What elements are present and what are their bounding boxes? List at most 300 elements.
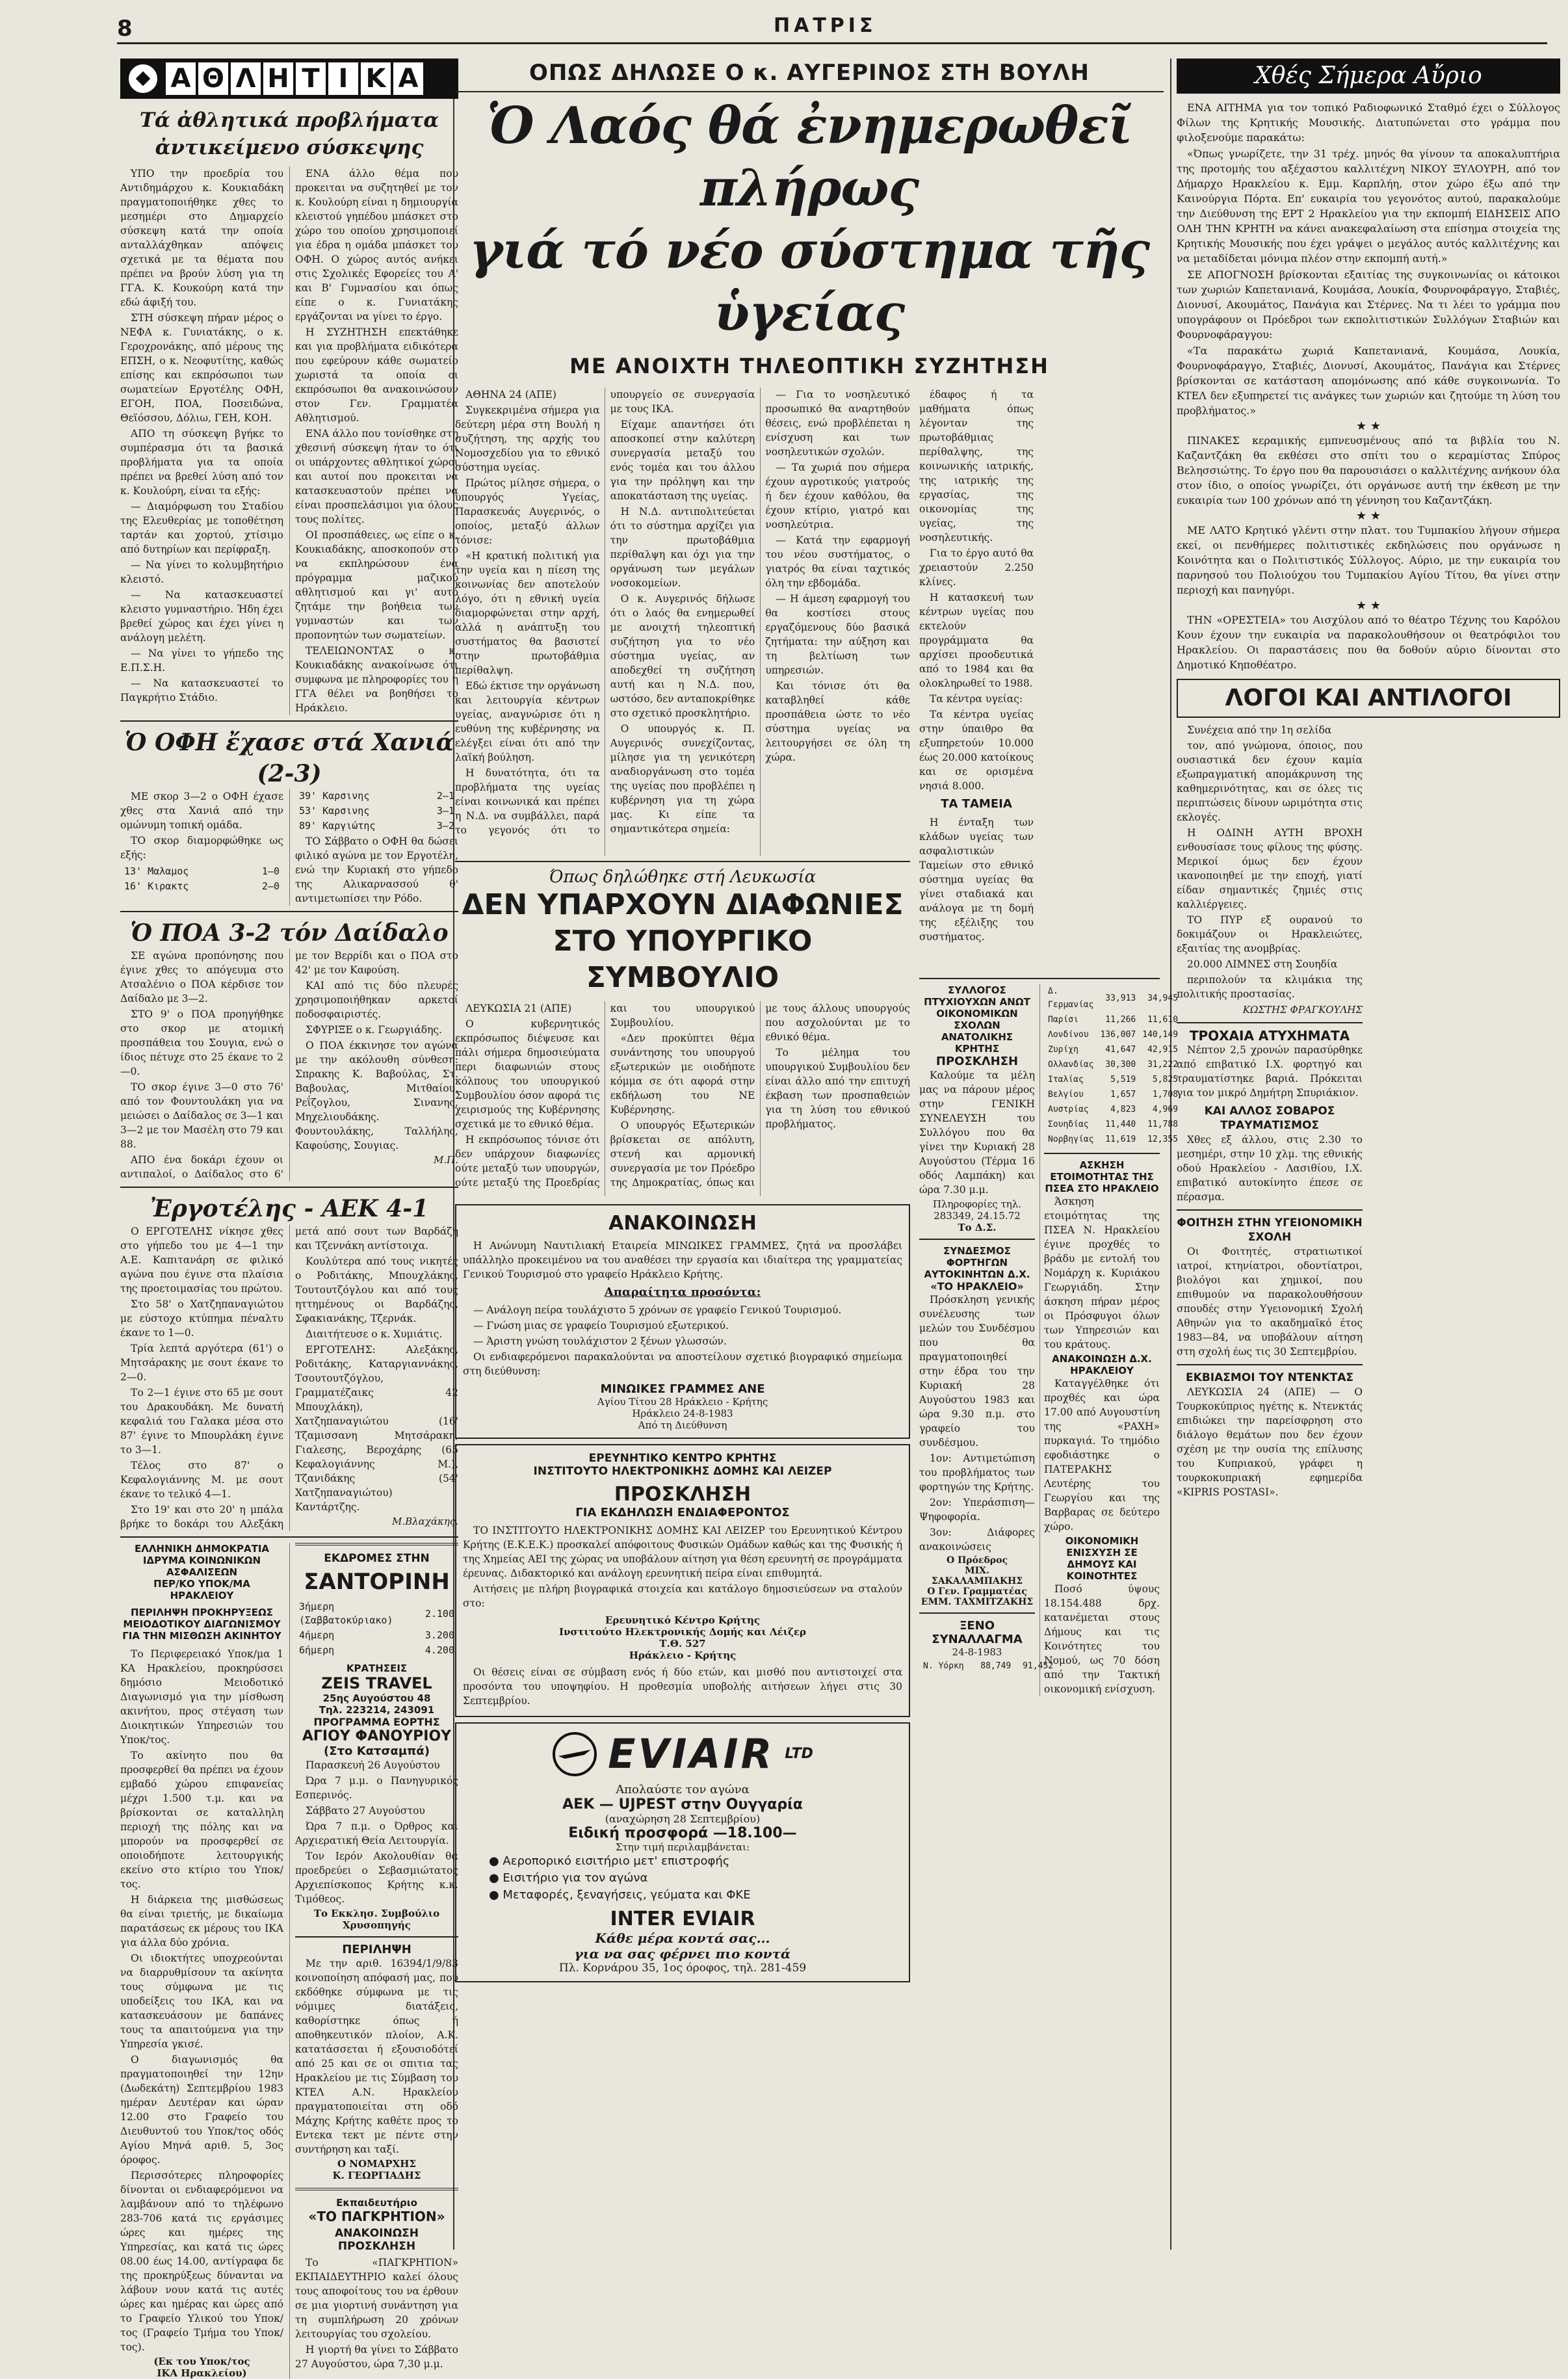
- goal-minute: 89' Καργιώτης: [299, 820, 376, 832]
- forex-sell: 11,610: [1147, 1015, 1179, 1025]
- lead-kicker: ΟΠΩΣ ΔΗΛΩΣΕ Ο κ. ΑΥΓΕΡΙΝΟΣ ΣΤΗ ΒΟΥΛΗ: [529, 60, 1090, 86]
- list-item: Η Ν.Δ. αντιπολιτεύεται ότι το σύστημα αρχίζει για την πρωτοβάθμια περίθαλψη και όχι για την οργάνωση των μεγάλων νοσοκομείων.: [610, 506, 755, 589]
- perilipsi-text: [295, 1956, 458, 2157]
- list-item: «Δεν προκύπτει θέμα συνάντησης του υπουργού εξωτερικών με οιοδήποτε κόμμα σε ότι αφορά στην εκδήλωση του ΝΕ Κυβέρνησης.: [610, 1032, 755, 1116]
- syllogos-title: ΣΥΛΛΟΓΟΣ ΠΤΥΧΙΟΥΧΩΝ ΑΝΩΤ ΟΙΚΟΝΟΜΙΚΩΝ ΣΧΟΛΩΝ ΑΝΑΤΟΛΙΚΗΣ ΚΡΗΤΗΣ: [924, 984, 1030, 1055]
- forex-title: ΞΕΝΟ ΣΥΝΑΛΛΑΓΜΑ: [932, 1619, 1023, 1646]
- list-item: Ο ΕΡΓΟΤΕΛΗΣ νίκησε χθες στο γήπεδο του με 4—1 την Α.Ε. Καπιτανάρη σε φιλικό αγώνα που έγινε στα πλαίσια της προετοιμασίας του πρώτου.: [120, 1226, 283, 1295]
- sports-headline-3: Ὁ ΠΟΑ 3-2 τόν Δαίδαλο: [130, 919, 449, 947]
- col1-notices: [120, 1543, 458, 2379]
- list-item: Τέλος στο 87' ο Κεφαλογιάννης Μ. με σουτ έκανε το τελικό 4—1.: [120, 1460, 283, 1500]
- section-letter: Θ: [198, 62, 228, 95]
- list-item: Η διάρκεια της μισθώσεως θα είναι τριετής, με δικαίωμα παρατάσεως εκ μέρους του ΙΚΑ για άλλα δύο χρόνια.: [120, 1894, 283, 1949]
- list-item: Οι ιδιοκτήτες υποχρεούνται να διαρρυθμίσουν τα ακίνητα τους σύμφωνα με τις υποδείξεις του ΙΚΑ, και να κατασκευάσουν με δαπάνες τους τα απαιτούμενα για την Υπηρεσία γκισέ.: [120, 1952, 283, 2050]
- list-item: ΕΝΑ άλλο που τονίσθηκε στη χθεσινή σύσκεψη ήταν το ότι οι υπάρχοντες αθλητικοί χώροι και αυτοί που προκειται να κατασκευαστούν πρέπει να είναι προσπελάσιμοι για όλους τους πολίτες.: [295, 428, 458, 525]
- forex-sell: 31,222: [1147, 1060, 1179, 1070]
- table-row: [1045, 1013, 1181, 1027]
- list-item: έδαφος ή τα μαθήματα όπως λέγονταν της πρωτοβάθμιας περίθαλψης, της κοινωνικής ιατρικής, της ιατρικής της εργασίας, της οικονομίας της υγείας, της νοσηλευτικής.: [919, 389, 1034, 544]
- list-item: Το 2—1 έγινε στο 65 με σουτ του Δρακουδάκη. Με δυνατή κεφαλιά του Γαλακα μέσα στο 87' έγινε το Μπουρλάκη έγινε το 3—1.: [120, 1387, 283, 1456]
- list-item: ΕΝΑ ΑΙΤΗΜΑ για τον τοπικό Ραδιοφωνικό Σταθμό έχει ο Σύλλογος Φίλων της Κρητικής Μουσικής. Διατυπώνεται στο γράμμα που φιλοξενούμε παρακάτω:: [1177, 101, 1560, 144]
- sports-section-title: [166, 62, 423, 95]
- askisi-paragraph: Άσκηση ετοιμότητας της ΠΣΕΑ Ν. Ηρακλείου έγινε προχθές το βράδυ με εντολή του Νομάρχη κ. Κυριάκου Γεωργιάδη. Στην άσκηση πήραν μέρος οι Πρόσφυγοι όλων των Υπηρεσιών και του κράτους.: [1044, 1196, 1160, 1350]
- evi-air-tagline-2: για να σας φέρνει πιο κοντά: [574, 1946, 791, 1962]
- list-item: ΣΕ αγώνα προπόνησης που έγινε χθες το απόγευμα στο Ατσαλένιο ο ΠΟΑ κέρδισε τον Δαίδαλο με 3—2.: [120, 950, 283, 1005]
- evi-air-intro: Απολαύστε τον αγώνα: [616, 1783, 750, 1796]
- list-item: 1ον: Αντιμετώπιση του προβλήματος των φορτηγών της Κρήτης.: [919, 1452, 1035, 1493]
- forex-sell: 91,452: [1023, 1661, 1054, 1671]
- list-item: Συγκεκριμένα σήμερα για δεύτερη μέρα στη Βουλή η συζήτηση, της αρχής του Νομοσχεδίου για το εθνικό σύστημα υγείας.: [455, 404, 600, 473]
- school-text: [295, 2255, 458, 2371]
- list-item: Ώρα 7 π.μ. ο Όρθρος και Αρχιερατική Θεία Λειτουργία.: [295, 1820, 458, 1847]
- table-row: [122, 880, 282, 893]
- list-item: Ο κ. Αυγερινός δήλωσε ότι ο λαός θα ενημερωθεί με ανοιχτή τηλεοπτική συζήτηση για το νέο σύστημα υγείας, αν αποδεχθεί τη συζήτηση αυτή και η Ν.Δ. που, ωστόσο, δεν ανταποκρίθηκε στο σχετικό προσκλητήριο.: [610, 593, 755, 719]
- list-item: ΣΕ ΑΠΟΓΝΟΣΗ βρίσκονται εξαιτίας της συγκοινωνίας οι κάτοικοι των χωριών Καπετανιανά, Κουμάσα, Λουκία, Φουρνοφάραγγο, Σταβιές, Διονυσί, Ακουμάτος, Πανάγια και Στέρνες. Να τι λέει το γράμμα που υπογράφουν οι Πρόεδροι των εκπολιτιστικών Συλλόγων Σταβιών και Φουρνοφάραγγου:: [1177, 269, 1560, 341]
- list-item: Το Περιφερειακό Υποκ/μα 1 ΚΑ Ηρακλείου, προκηρύσσει δημόσιο Μειοδοτικό Διαγωνισμό για την μίσθωση ακινήτου, προς στέγαση των Διοικητικών Υπηρεσιών του Υποκ/τος.: [120, 1648, 283, 1746]
- evi-air-logo-row: [463, 1730, 902, 1778]
- list-item: Το μέλημα του υπουργικού Συμβουλίου δεν είναι άλλο από την επιτυχή έκβαση των προσπαθειών για τη λύση του εθνικού προβλήματος.: [765, 1047, 910, 1130]
- forex-sell: 11,788: [1147, 1120, 1179, 1129]
- list-item: Και τόνισε ότι θα καταβληθεί κάθε προσπάθεια ώστε το νέο σύστημα υγείας να λειτουργήσει σε όλη τη χώρα.: [765, 680, 910, 763]
- forex-currency: Δ. Γερμανίας: [1048, 986, 1094, 1010]
- list-item: ΜΙΧ. ΣΑΚΑΛΑΜΠΑΚΗΣ: [931, 1566, 1023, 1586]
- research-title-2: ΙΝΣΤΙΤΟΥΤΟ ΗΛΕΚΤΡΟΝΙΚΗΣ ΔΟΜΗΣ ΚΑΙ ΛΕΙΖΕΡ: [533, 1465, 832, 1478]
- story-2-intro: ΜΕ σκορ 3—2 ο ΟΦΗ έχασε χθες στα Χανιά από την ομώνυμη τοπική ομάδα.: [120, 791, 283, 831]
- minoan-lines-notice: [455, 1204, 910, 1439]
- lato-paragraph: ΜΕ ΛΑΤΟ Κρητικό γλέντι στην πλατ. του Τυμπακίου λήγουν σήμερα εκεί, οι πενθήμερες πολιτιστικές εκδηλώσεις που οργάνωσε η Κοινότητα και ο Πολιτιστικός Σύλλογος. Αύριο, με την ευκαιρία του παρνησού του Πολιούχου του Τυμπακίου Αγίου Τίτου, θα γίνει στην περιοχή και πανηγύρι.: [1177, 524, 1560, 596]
- trip-label: 6ήμερη: [299, 1644, 335, 1656]
- forex-currency: Ολλανδίας: [1048, 1060, 1094, 1070]
- column-rule-2: [1170, 59, 1171, 2250]
- list-item: ΚΑΙ από τις δύο πλευρές χρησιμοποιήθηκαν αρκετοί ποδοσφαιριστές.: [295, 980, 458, 1020]
- forex-sell: 42,915: [1147, 1045, 1179, 1055]
- list-item: — Να γίνει το γήπεδο της Ε.Π.Σ.Η.: [120, 648, 283, 674]
- trip-price: 4.200: [425, 1644, 454, 1656]
- minoan-company: ΜΙΝΩΙΚΕΣ ΓΡΑΜΜΕΣ ΑΝΕ: [600, 1382, 765, 1396]
- list-item: Η ΟΔΙΝΗ ΑΥΤΗ ΒΡΟΧΗ ενθουσίασε τους φίλους της φύσης. Μερικοί όμως δεν έχουν ικανοποιηθεί με την εποχή, γιατί είδαν σημαντικές ζημιές στις καλλιέργειες.: [1177, 827, 1363, 910]
- list-item: ΠΕΡ/ΚΟ ΥΠΟΚ/ΜΑ ΗΡΑΚΛΕΙΟΥ: [153, 1578, 250, 1601]
- list-item: (Εκ του Υποκ/τος: [153, 2356, 250, 2367]
- evi-air-offer: Ειδική προσφορά —18.100—: [568, 1825, 797, 1841]
- forex-buy: 136,007: [1100, 1030, 1136, 1040]
- trip-booking: ΚΡΑΤΗΣΕΙΣ: [346, 1663, 408, 1674]
- story-2-scorers-intro: ΤΟ σκορ διαμορφώθηκε ως εξής:: [120, 835, 283, 861]
- minoan-signature: Από τη Διεύθυνση: [638, 1419, 727, 1431]
- table-row: [921, 1659, 1056, 1673]
- perilipsi-signature: [295, 2158, 458, 2181]
- list-item: ΣΦΥΡΙΞΕ ο κ. Γεωργιάδης.: [306, 1024, 442, 1036]
- list-item: ΕΡΓΟΤΕΛΗΣ: Αλεξάκης, Ροδιτάκης, Καταργιαννάκης, Τσουτουτζόγλου, Γραμματέζαικς 42 Μπουχλάκη), Χατζηπαναγιώτου (16' Τζαμισσανη Μητσάρακη, Γιαλεσης, Βεροχάρης (65 Κεφαλογιάννης Μ.), Τζανιδάκης (54' Χατζηπαναγιώτου) Καντάρτζης.: [295, 1344, 458, 1513]
- table-row: [296, 804, 457, 818]
- research-address: [463, 1614, 902, 1661]
- list-item: — Διαμόρφωση του Σταδίου της Ελευθερίας με τοποθέτηση ταρτάν και χορτού, χτίσιμο από δυτηρίων και περίφραξη.: [120, 501, 283, 555]
- ika-header: [120, 1543, 283, 1601]
- list-item: 2ον: Υπεράσπιση—Ψηφοφορία.: [919, 1497, 1035, 1523]
- table-row: [1045, 1058, 1181, 1071]
- goal-score: 2—1: [436, 790, 454, 802]
- goal-score: 2—0: [261, 880, 280, 892]
- research-prosklisi: ΠΡΟΣΚΛΗΣΗ: [614, 1483, 751, 1506]
- festival-text: [295, 1758, 458, 1906]
- list-item: Η εκπρόσωπος τόνισε ότι δεν υπάρχουν διαφωνίες ούτε μεταξύ των υπουργών, ούτε μεταξύ της Προεδρίας και του υπουργικού Συμβουλίου.: [455, 1003, 755, 1189]
- kai-allos-text: Χθες εξ άλλου, στις 2.30 το μεσημέρι, στην 10 χλμ. της εθνικής οδού Ηρακλείου - Λασιθίου, Ι.Χ. επιβατικό αυτοκίνητο έπεσε σε πέρασμα.: [1177, 1134, 1363, 1203]
- trochaia-title: ΤΡΟΧΑΙΑ ΑΤΥΧΗΜΑΤΑ: [1189, 1028, 1350, 1044]
- forex-sell: 140,149: [1142, 1030, 1179, 1040]
- minoan-notice-text: [463, 1239, 902, 1282]
- ytt-pinakes: [1177, 433, 1560, 508]
- oikon-text: [1044, 1582, 1160, 1696]
- research-paragraph-1: ΤΟ ΙΝΣΤΙΤΟΥΤΟ ΗΛΕΚΤΡΟΝΙΚΗΣ ΔΟΜΗΣ ΚΑΙ ΛΕΙΖΕΡ του Ερευνητικού Κέντρου Κρήτης (Ε.Κ.Ε.Κ.) προσκαλεί απόφοιτους Φυσικών Ομάδων καθώς και της Φυσικής ή της Χημείας ΑΕΙ της χώρας να υποβάλουν αίτηση για θέση ερευνητή σε προγράμματα έρευνας. Διδακτορικό και ανάλογη ερευνητική πείρα είναι επιθυμητά.: [463, 1525, 902, 1579]
- minoan-notice-paragraph: Η Ανώνυμη Ναυτιλιακή Εταιρεία ΜΙΝΩΙΚΕΣ ΓΡΑΜΜΕΣ, ζητά να προσλάβει υπάλληλο προκειμένου να του αναθέσει την εργασία και ιδιαίτερα της γραμματείας Γενικού Τουρισμού στο γραφείο Ηράκλειο Κρήτης.: [463, 1240, 902, 1280]
- table-row: [296, 789, 457, 803]
- forex-buy: 5,519: [1110, 1075, 1136, 1084]
- goal-score: 1—0: [261, 865, 280, 877]
- story-4-paragraphs: [120, 1224, 458, 1531]
- syndesmos-name: «ΤΟ ΗΡΑΚΛΕΙΟ»: [930, 1280, 1024, 1293]
- forex-sell: 34,945: [1147, 993, 1179, 1003]
- cyprus-story: [455, 1001, 910, 1196]
- list-item: ΤΟ σκορ έγινε 3—0 στο 76' από τον Φουντουλάκη για να μειώσει ο Δαίδαλος σε 3—1 και 3—2 με τον Μασέλη στο 79 και 88.: [120, 1081, 283, 1150]
- story-4-signature: Μ.Βλαχάκης.: [392, 1516, 458, 1527]
- list-item: ΙΔΡΥΜΑ ΚΟΙΝΩΝΙΚΩΝ ΑΣΦΑΛΙΣΕΩΝ: [142, 1555, 261, 1578]
- list-item: Η κατασκευή των κέντρων υγείας που εκτελούν προγράμματα θα αρχίσει προοδευτικά από το 1984 και θα ολοκληρωθεί το 1988.: [919, 592, 1034, 689]
- syndesmos-topics: [919, 1451, 1035, 1554]
- list-item: Τρία λεπτά αργότερα (61') ο Μητσάρακης με σουτ έκανε το 2—0.: [120, 1343, 283, 1383]
- lead-story: [455, 388, 910, 856]
- list-item: Η δυνατότητα, ότι τα προβλήματα της υγείας είναι κοινωνικά και πρέπει η Ν.Δ. να συμβάλλει, παρά το γεγονός ότι το υπουργείο σε συνεργασία με τους ΙΚΑ.: [455, 389, 755, 836]
- research-text: [463, 1523, 902, 1610]
- sports-story-4: [120, 1224, 458, 1531]
- ytt-lato: [1177, 523, 1560, 598]
- section-letter: Τ: [296, 62, 326, 95]
- forex-buy: 1,657: [1110, 1090, 1136, 1099]
- syndesmos-paragraph: Πρόσκληση γενικής συνέλευσης των μελών του Συνδέσμου που θα πραγματοποιηθεί στην έδρα του την Κυριακή 28 Αυγούστου 1983 και ώρα 9.30 π.μ. στο γραφείο του συνδέσμου.: [919, 1294, 1035, 1449]
- section-letter: Λ: [231, 62, 261, 95]
- trip-agency: ZEIS TRAVEL: [321, 1674, 432, 1692]
- list-item: «Τα παρακάτω χωριά Καπετανιανά, Κουμάσα, Λουκία, Φουρνοφάραγγο, Σταβιές, Διονυσί, Ακουμάτος, Πανάγια και Στέρνες βρίσκονται σε κατάσταση απομόνωσης από κάθε συγκοινωνία. Το ΚΤΕΛ δεν εξυπηρετεί τις ανάγκες των χωριών και ζητούμε τη λύση του προβλήματος.»: [1177, 345, 1560, 417]
- goal-minute: 13' Μαλαμος: [124, 865, 189, 877]
- festival-saint: ΑΓΙΟΥ ΦΑΝΟΥΡΙΟΥ: [302, 1728, 452, 1744]
- list-item: — Ανάλογη πείρα τουλάχιστο 5 χρόνων σε γραφείο Γενικού Τουρισμού.: [473, 1304, 842, 1316]
- list-item: ● Αεροπορικό εισιτήριο μετ' επιστροφής: [489, 1854, 730, 1868]
- minoan-footer: [463, 1350, 902, 1378]
- forex-sell: 12,355: [1147, 1135, 1179, 1144]
- ytt-oresteia: [1177, 612, 1560, 672]
- evi-air-tagline: Κάθε μέρα κοντά σας...: [595, 1930, 770, 1946]
- foititikh-text: Οι Φοιτητές, στρατιωτικοί ιατροί, κτηνίατροι, οδοντίατροι, βιολόγοι και χημικοί, που επιθυμούν να παρακολουθήσουν σπουδές στην Υγειονομική Σχολή Αθηνών για το ακαδημαϊκό έτος 1983—84, να υποβάλουν αίτηση στη σχολή έως τις 30 Σεπτεμβρίου.: [1177, 1246, 1363, 1358]
- list-item: Ώρα 7 μ.μ. ο Πανηγυρικός Εσπερινός.: [295, 1775, 458, 1801]
- ytt-items: [1177, 100, 1560, 418]
- list-item: Στο 58' ο Χατζηπαναγιώτου με εύστοχο κτύπημα πέναλτυ έκανε το 1—0.: [120, 1298, 283, 1339]
- oikon-title: ΟΙΚΟΝΟΜΙΚΗ ΕΝΙΣΧΥΣΗ ΣΕ ΔΗΜΟΥΣ ΚΑΙ ΚΟΙΝΟΤΗΤΕΣ: [1065, 1535, 1139, 1582]
- list-item: Εδώ έκτισε την οργάνωση και λειτουργία κέντρων υγείας, αναγνώρισε ότι η ευθύνη της κυβέρνησης να ελέγξει είναι ότι από την λαϊκή βούληση.: [455, 680, 600, 763]
- foititikh-title: ΦΟΙΤΗΣΗ ΣΤΗΝ ΥΓΕΙΟΝΟΜΙΚΗ ΣΧΟΛΗ: [1177, 1216, 1363, 1244]
- askisi-title: ΑΣΚΗΣΗ ΕΤΟΙΜΟΤΗΤΑΣ ΤΗΣ ΠΣΕΑ ΣΤΟ ΗΡΑΚΛΕΙΟ: [1045, 1159, 1159, 1194]
- list-item: Περισσότερες πληροφορίες δίνονται οι ενδιαφερόμενοι να λαμβάνουν από το τηλέφωνο 283-706 κατά τις εργάσιμες ώρες και ημέρες της Υπηρεσίας, και κατά τις ώρες 08.00 έως 14.00, αντίγραφα δε της προκηρύξεως δύνανται να λάβουν νουν κατά τις αυτές ώρες και ημέρας και ώρες από το Γραφείο Υλικού του Υποκ/τος (Γραφείο Τμήμα του Υποκ/τος).: [120, 2170, 283, 2353]
- plane-globe-icon: [552, 1731, 597, 1777]
- list-item: — Άριστη γνώση τουλάχιστον 2 ξένων γλωσσών.: [473, 1335, 727, 1347]
- list-item: «Όπως γνωρίζετε, την 31 τρέχ. μηνός θα γίνουν τα αποκαλυπτήρια της προτομής του αξέχαστου καλλιτέχνη ΝΙΚΟΥ ΞΥΛΟΥΡΗ, από τον Δήμαρχο Ηρακλείου κ. Εμμ. Καρπλήη, στον χώρο έξω από την Καινούργια Πόρτα. Επ' ευκαιρία του γεγονότος αυτού, παρακαλούμε την Διεύθυνση της ΕΡΤ 2 Ηρακλείου για την εκπομπή ΕΙΔΗΣΕΙΣ ΑΠΟ ΟΛΗ ΤΗΝ ΚΡΗΤΗ να κάνει ανακεφαλαίωση στα επίσημα στοιχεία της Κρητικής Μουσικής που έχει γράψει ο μεγάλος αυτός καλλιτέχνης και να μεταδίδεται μόνιμα πλέον στην εκπομπή αυτή.»: [1177, 148, 1560, 265]
- sports-story-2: [120, 789, 458, 906]
- list-item: Ινστιτούτο Ηλεκτρονικής Δομής και Λέιζερ: [558, 1626, 807, 1638]
- list-item: Στο 19' και στο 20' η μπάλα βρήκε το δοκάρι του Αλεξάκη μετά από σουτ των Βαρδάζη και Τζεννάκη αντίστοιχα.: [120, 1226, 458, 1530]
- lead-headline-line-1: Ὁ Λαός θά ἐνημερωθεῖ πλήρως: [486, 96, 1132, 218]
- logoi-body: [1177, 723, 1560, 1659]
- cyprus-headline-line-1: ΔΕΝ ΥΠΑΡΧΟΥΝ ΔΙΑΦΩΝΙΕΣ: [462, 888, 904, 921]
- list-item: ● Μεταφορές, ξεναγήσεις, γεύματα και ΦΚΕ: [489, 1888, 751, 1902]
- list-item: ΣΤΗ σύσκεψη πήραν μέρος ο ΝΕΦΑ κ. Γυνιατάκης, ο κ. Γεροχρονάκης, από μέρους της ΕΠΣΗ, ο κ. Νεοφυτίτης, καθώς επίσης και εκπρόσωποι των σωματείων Εργοτέλης ΟΦΗ, ΕΓΟΗ, ΠΟΑ, Ποσειδώνα, Θεϊόσσου, Δόλιω, ΓΕΗ, ΚΟΗ.: [120, 312, 283, 424]
- section-letter: Α: [166, 62, 196, 95]
- section-letter: Η: [263, 62, 293, 95]
- list-item: «Η κρατική πολιτική για την υγεία και η πίεση της κοινωνίας δεν αποτελούν λόγο, ότι η εθνική υγεία διαμορφώνεται στην αρχή, αλλά η ανάπτυξη του συστήματος θα βασιστεί στην πρωτοβάθμια περίθαλψη.: [455, 550, 600, 676]
- section-letter: Κ: [361, 62, 391, 95]
- research-paragraph-2: Αιτήσεις με πλήρη βιογραφικά στοιχεία και κατάλογο δημοσιεύσεων να σταλούν στο:: [463, 1583, 902, 1609]
- table-row: [1045, 1118, 1181, 1131]
- list-item: Ηράκλειο - Κρήτης: [629, 1650, 737, 1661]
- table-row: [296, 1600, 457, 1627]
- sports-section-banner: [120, 59, 458, 99]
- table-row: [122, 865, 282, 878]
- goal-minute: 53' Καρσινης: [299, 805, 370, 817]
- list-item: Διαιτήτευσε ο κ. Χυμιάτις.: [306, 1328, 443, 1340]
- sports-headline-2: Ὁ ΟΦΗ ἔχασε στά Χανιά (2-3): [124, 729, 454, 787]
- star-divider-2: ★ ★: [1356, 509, 1381, 523]
- list-item: ΥΠΟ την προεδρία του Αντιδημάρχου κ. Κουκιαδάκη πραγματοποιήθηκε χθες το μεσημέρι στο Δημαρχείο σύσκεψη κατά την οποία ανταλλάχθηκαν απόψεις σχετικά με τα θέματα που πρέπει να βρούν λύση για τη ΓΓΑ. Κ. Κουκούρη κατά την εδώ άφιξή του.: [120, 168, 283, 308]
- football-icon: [127, 62, 159, 95]
- cyprus-kicker: Όπως δηλώθηκε στή Λευκωσία: [549, 867, 817, 887]
- list-item: Ο υπουργός κ. Π. Αυγερινός συνεχίζοντας, μίλησε για τη γενικότερη αναδιοργάνωση στο τομέα της υγείας που προβλέπει η κυβέρνηση για τη χώρα μας. Κι είπε τα σημαντικότερα σημεία:: [610, 723, 755, 835]
- sports-headline-4: Ἐργοτέλης - ΑΕΚ 4-1: [150, 1195, 429, 1222]
- forex-buy: 33,913: [1105, 993, 1136, 1003]
- list-item: Ο κυβερνητικός εκπρόσωπος διέψευσε και πάλι σήμερα δημοσιεύματα περι διαφωνιών στους κόλπους του υπουργικού Συμβουλίου όσον αφορά τις χειρισμούς της Κυβέρνησης σχετικά με το εθνικό θέμα.: [455, 1018, 600, 1130]
- list-item: Ερευνητικό Κέντρο Κρήτης: [605, 1614, 760, 1626]
- list-item: — Γνώση μιας σε γραφείο Τουρισμού εξωτερικού.: [473, 1320, 729, 1332]
- research-sub: ΓΙΑ ΕΚΔΗΛΩΣΗ ΕΝΔΙΑΦΕΡΟΝΤΟΣ: [575, 1506, 790, 1519]
- star-divider-3: ★ ★: [1356, 599, 1381, 612]
- list-item: ● Εισιτήριο για τον αγώνα: [489, 1871, 648, 1885]
- dehpa-title: ΑΝΑΚΟΙΝΩΣΗ Δ.Χ. ΗΡΑΚΛΕΙΟΥ: [1052, 1353, 1152, 1376]
- research-deadline-paragraph: Οι θέσεις είναι σε σύμβαση ενός ή δύο ετών, και μισθό που αντιστοιχεί στα προσόντα του υποψηφίου. Η προθεσμία υποβολής αιτήσεων λήγει στις 30 Σεπτεμβρίου.: [463, 1666, 902, 1707]
- syllogos-signature: Το Δ.Σ.: [958, 1222, 997, 1233]
- pinakes-paragraph: ΠΙΝΑΚΕΣ κεραμικής εμπνευσμένους από τα βιβλία του Ν. Καζαντζάκη θα εκθέσει στο σπίτι του ο κεραμίστας Σπύρος Βελησσιώτης. Το έργο που θα παρουσιάσει ο καλλιτέχνης ανήκουν όλα στον ίδιο, ο οποίος γνωρίζει, ότι οργάνωσε αυτή την έκθεση με την ευκαιρία των 100 χρόνων από τη γέννηση του Καζαντζάκη.: [1177, 434, 1560, 506]
- sports-headline-1: Τά ἀθλητικά προβλήματα ἀντικείμενο σύσκεψης: [139, 109, 439, 159]
- syllogos-phone: Πληροφορίες τηλ. 283349, 24.15.72: [932, 1198, 1022, 1222]
- table-row: [296, 1629, 457, 1642]
- dehpa-paragraph: Καταγγέλθηκε ότι προχθές και ώρα 17.00 από Αυγουστίνη της «ΡΑΧΗ» πυρκαγιά. Το τημόδιο εφοδιάστηκε ο ΠΑΤΕΡΑΚΗΣ Λευτέρης του Γεωργίου και της Βαρβαρας σε δεύτερο χώρο.: [1044, 1378, 1160, 1532]
- list-item: Χρυσοπηγής: [343, 1919, 411, 1931]
- list-item: Πρώτος μίλησε σήμερα, ο υπουργός Υγείας, Παρασκευάς Αυγερινός, ο οποίος, μεταξύ άλλων τόνισε:: [455, 477, 600, 546]
- evi-air-match: ΑΕΚ — UJPEST στην Ουγγαρία: [562, 1796, 803, 1813]
- list-item: Ο διαγωνισμός θα πραγματοποιηθεί την 12ην (Δωδεκάτη) Σεπτεμβρίου 1983 ημέραν Δευτέραν και ώραν 12.00 στο Γραφείο του Διευθυντού του Υποκ/τος οδός Αγίου Μηνά αριθ. 5, 3ος όροφος.: [120, 2054, 283, 2166]
- trip-address: 25ης Αυγούστου 48: [322, 1692, 431, 1704]
- forex-buy: 88,749: [980, 1661, 1012, 1671]
- trip-title: ΕΚΔΡΟΜΕΣ ΣΤΗΝ: [324, 1552, 430, 1565]
- forex-currency: Ζυρίχη: [1048, 1045, 1078, 1055]
- list-item: — Να κατασκευαστεί κλειστο γυμναστήριο. Ήδη έχει βρεθεί χώρος και έχει γίνει η ανάλογη μελέτη.: [120, 589, 283, 644]
- trip-phone: Τηλ. 223214, 243091: [319, 1704, 435, 1716]
- table-row: [1045, 1103, 1181, 1116]
- list-item: Ο Πρόεδρος: [947, 1555, 1008, 1566]
- folio-bar: [117, 12, 1547, 44]
- ytt-banner: Χθές Σήμερα Αὔριο: [1177, 59, 1560, 94]
- research-title-1: ΕΡΕΥΝΗΤΙΚΟ ΚΕΝΤΡΟ ΚΡΗΤΗΣ: [588, 1452, 777, 1465]
- trip-label: 4ήμερη: [299, 1629, 335, 1641]
- list-item: — Η άμεση εφαρμογή του θα κοστίσει στους εργαζόμενους δύο βασικά ζητήματα: την αύξηση και τη βελτίωση των υπηρεσιών.: [765, 593, 910, 676]
- forex-currency: Ιταλίας: [1048, 1075, 1084, 1084]
- list-item: Το ακίνητο που θα προσφερθεί θα πρέπει να έχουν εμβαδό χώρου επιφανείας μέχρι 1.500 τ.μ. και να βρίσκονται σε καταλληλη περιοχή της πόλης και να μπορούν να προσφερθεί σε οποιοδήποτε λειτουργικής εκείνο στο κτίριο του Υποκ/τος.: [120, 1750, 283, 1890]
- story-3-paragraphs: [120, 949, 458, 1181]
- logoi-signature: ΚΩΣΤΗΣ ΦΡΑΓΚΟΥΛΗΣ: [1242, 1004, 1363, 1016]
- list-item: ΑΠΟ ένα δοκάρι έχουν οι αντιπαλοί, ο Δαίδαλος στο 6' με τον Βερρίδι και ο ΠΟΑ στο 42' με τον Καφούση.: [120, 950, 458, 1180]
- list-item: Κ. ΓΕΩΡΓΙΑΔΗΣ: [332, 2170, 421, 2181]
- syllogos-paragraph: Καλούμε τα μέλη μας να πάρουν μέρος στην ΓΕΝΙΚΗ ΣΥΝΕΛΕΥΣΗ του Συλλόγου που θα γίνει την Κυριακή 28 Αυγούστου (Τέρμα 16 οδός Λαμπάκη) και ώρα 7.30 μ.μ.: [919, 1070, 1035, 1196]
- trip-destination: ΣΑΝΤΟΡΙΝΗ: [304, 1569, 450, 1595]
- list-item: — Κατά την εφαρμογή του νέου συστήματος, ο γιατρός θα είναι ταχτικός όλη την εβδομάδα.: [765, 534, 910, 589]
- goal-minute: 39' Καρσινης: [299, 790, 370, 802]
- trochaia-text: Νέπτον 2,5 χρονών παρασύρθηκε από επιβατικό Ι.Χ. φορτηγό και τραυματίστηκε βαριά. Πρόκειται για τον μικρό Δημήτρη Σπυριάκιον.: [1177, 1044, 1363, 1099]
- list-item: Ο ΝΟΜΑΡΧΗΣ: [337, 2158, 416, 2170]
- lead-continuation-paragraphs: [919, 388, 1034, 793]
- table-row: [296, 819, 457, 833]
- school-name: «ΤΟ ΠΑΓΚΡΗΤΙΟΝ»: [308, 2209, 445, 2224]
- lead-left-block: [455, 388, 910, 1988]
- cyprus-headline-line-2: ΣΤΟ ΥΠΟΥΡΓΙΚΟ ΣΥΜΒΟΥΛΙΟ: [553, 925, 813, 994]
- school-pre: Εκπαιδευτήριο: [336, 2197, 417, 2209]
- sports-column: [120, 59, 458, 2379]
- list-item: — Για το νοσηλευτικό προσωπικό θα αναρτηθούν θέσεις, ενώ προβλέπεται η ενίσχυση και των νοσηλευτικών σχολών.: [765, 389, 910, 458]
- list-item: ΕΛΛΗΝΙΚΗ ΔΗΜΟΚΡΑΤΙΑ: [134, 1543, 270, 1555]
- school-title: ΑΝΑΚΟΙΝΩΣΗ ΠΡΟΣΚΛΗΣΗ: [334, 2227, 419, 2253]
- goal-minute: 16' Κιρακτς: [124, 880, 189, 892]
- syndesmos-text: [919, 1293, 1035, 1450]
- forex-currency: Σουηδίας: [1048, 1120, 1089, 1129]
- syndesmos-title: ΣΥΝΔΕΣΜΟΣ ΦΟΡΤΗΓΩΝ ΑΥΤΟΚΙΝΗΤΩΝ Δ.Χ.: [924, 1245, 1030, 1280]
- list-item: ΤΕΛΕΙΩΝΟΝΤΑΣ ο κ. Κουκιαδάκης ανακοίνωσε ότι συμφωνα με πληροφορίες του η ΓΓΑ θέλει να βοηθήσει το Ηράκλειο.: [295, 645, 458, 714]
- goal-score: 3—2: [436, 820, 454, 832]
- forex-buy: 41,647: [1105, 1045, 1136, 1055]
- story-1-paragraphs: [120, 166, 458, 715]
- list-item: ΕΜΜ. ΤΑΧΜΙΤΖΑΚΗΣ: [921, 1597, 1034, 1607]
- festival-title: ΠΡΟΓΡΑΜΜΑ ΕΟΡΤΗΣ: [313, 1716, 440, 1728]
- table-row: [1045, 1133, 1181, 1146]
- list-item: Ο υπουργός Εξωτερικών βρίσκεται σε απόλυτη, στενή και αρμονική συνεργασία με τον Πρόεδρο της Δημοκρατίας, όπως και με τους άλλους υπουργούς που ασχολούνται με το εθνικό θέμα.: [610, 1003, 910, 1189]
- logoi-box: [1177, 679, 1560, 718]
- list-item: ΑΠΟ τη σύσκεψη βγήκε το συμπέρασμα ότι τα βασικά προβλήματα για τα οποία πρέπει να βρεθεί λύση από τον κ. Κουλούρη, είναι τα εξής:: [120, 428, 283, 497]
- minoan-date: Ηράκλειο 24-8-1983: [632, 1408, 733, 1419]
- festival-place: (Στο Κατσαμπά): [324, 1744, 430, 1758]
- forex-sell: 4,969: [1152, 1105, 1179, 1114]
- table-row: [1045, 1073, 1181, 1086]
- logoi-paragraphs: [1177, 723, 1363, 1001]
- trip-price-table: [295, 1599, 458, 1659]
- lead-right-block: [919, 388, 1179, 1988]
- list-item: Είχαμε απαντήσει ότι αποσκοπεί στην καλύτερη συνεργασία μεταξύ του ενός τομέα και του άλλου για την πρόληψη και την αποκατάσταση της υγείας.: [610, 419, 755, 502]
- forex-date: 24-8-1983: [952, 1646, 1002, 1658]
- list-item: — Τα χωριά που σήμερα έχουν αγροτικούς γιατρούς ή δεν έχουν καθόλου, θα έχουν κτίριο, γιατρό και νοσηλεύτρια.: [765, 462, 910, 531]
- star-divider: ★ ★: [1356, 419, 1381, 433]
- trip-price: 2.100: [425, 1607, 454, 1620]
- lead-headline-line-2: γιά τό νέο σύστημα τῆς ὑγείας: [469, 221, 1150, 343]
- forex-buy: 11,266: [1105, 1015, 1136, 1025]
- ika-signature: [120, 2356, 283, 2379]
- oikon-paragraph: Ποσό ύψους 18.154.488 δρχ. κατανέμεται στους Δήμους και τις Κοινότητες του Νομού, ως 70 δόση από την Τακτική οικονομική ενίσχυση.: [1044, 1583, 1160, 1695]
- list-item: ΟΙ προσπάθειες, ως είπε ο κ. Κουκιαδάκης, αποσκοπούν στο να εκπληρώσουν ένα πρόγραμμα μαζικού αθλητισμού και γι' αυτό ζητάμε την βοήθεια των γυμναστών και των προπονητών των σωματείων.: [295, 529, 458, 641]
- forex-currency: Αυστρίας: [1048, 1105, 1089, 1114]
- page-number: 8: [117, 16, 133, 42]
- health-system-column: [455, 59, 1179, 1988]
- table-row: [1045, 984, 1181, 1012]
- list-item: περιπολούν τα κλιμάκια της πολιτικής προστασίας.: [1177, 974, 1363, 1000]
- forex-sell: 1,708: [1152, 1090, 1179, 1099]
- section-letter: Α: [393, 62, 423, 95]
- list-item: Παρασκευή 26 Αυγούστου: [306, 1759, 440, 1771]
- list-item: τον, από γνώμονα, όποιος, που ουσιαστικά δεν έχουν καμία εξωπραγματική απομάκρυνση της καθημερινότητας, και σε όλες τις περιπτώσεις δίνουν ωριμότητα στις εκλογές.: [1177, 740, 1363, 823]
- minoan-requirements-title: Απαραίτητα προσόντα:: [604, 1285, 761, 1299]
- list-item: Συνέχεια από την 1η σελίδα: [1187, 724, 1332, 736]
- forex-currency: Βελγίου: [1048, 1090, 1084, 1099]
- table-row: [296, 1644, 457, 1657]
- masthead-small: ΠΑΤΡΙΣ: [774, 14, 877, 37]
- forex-buy: 4,823: [1110, 1105, 1136, 1114]
- sports-story-3: [120, 949, 458, 1181]
- tameia-title: ΤΑ ΤΑΜΕΙΑ: [941, 797, 1012, 811]
- evi-air-items: [463, 1853, 902, 1904]
- research-deadline: [463, 1665, 902, 1708]
- sports-story-1: [120, 166, 458, 715]
- forex-buy: 11,619: [1105, 1135, 1136, 1144]
- yesterday-today-column: [1177, 59, 1560, 1659]
- list-item: Τ.Θ. 527: [659, 1638, 706, 1650]
- evi-air-address: Πλ. Κορνάρου 35, 1ος όροφος, τηλ. 281-459: [558, 1962, 807, 1975]
- askisi-text: [1044, 1194, 1160, 1352]
- syndesmos-signature: [919, 1555, 1035, 1607]
- minoan-notice-title: ΑΝΑΚΟΙΝΩΣΗ: [608, 1212, 757, 1235]
- story-2-end: ΤΟ Σάββατο ο ΟΦΗ θα δώσει φιλικό αγώνα με τον Εργοτέλη, ενώ την Κυριακή στο γήπεδο της Αλικαρνασσού θ' αντιμετωπίσει την Ρόδο.: [295, 835, 458, 904]
- list-item: ΛΕΥΚΩΣΙΑ 21 (ΑΠΕ): [465, 1003, 572, 1014]
- forex-sell: 5,825: [1152, 1075, 1179, 1084]
- forex-currency: Παρίσι: [1048, 1015, 1078, 1025]
- mid-notices: [919, 984, 1179, 1696]
- school-event: Η γιορτή θα γίνει το Σάββατο 27 Αυγούστου, ώρα 7,30 μ.μ.: [295, 2344, 458, 2370]
- evi-air-suffix: LTD: [785, 1746, 813, 1762]
- evi-air-offer-sub: Στην τιμή περιλαμβάνεται:: [615, 1841, 750, 1853]
- evi-air-name: INTER EVIAIR: [610, 1908, 755, 1930]
- lead-subhead: ΜΕ ΑΝΟΙΧΤΗ ΤΗΛΕΟΠΤΙΚΗ ΣΥΖΗΤΗΣΗ: [569, 354, 1049, 378]
- kai-allos-title: ΚΑΙ ΑΛΛΟΣ ΣΟΒΑΡΟΣ ΤΡΑΥΜΑΤΙΣΜΟΣ: [1204, 1105, 1335, 1132]
- list-item: 3ον: Διάφορες ανακοινώσεις: [919, 1527, 1035, 1553]
- list-item: Τον Ιερόν Ακολουθίαν θα προεδρεύει ο Σεβασμιώτατος Αρχιεπίσκοπος Κρήτης κ.κ. Τιμόθεος.: [295, 1850, 458, 1905]
- list-item: ΙΚΑ Ηρακλείου): [157, 2367, 247, 2379]
- evi-air-advert: [455, 1722, 910, 1982]
- list-item: Ο Γεν. Γραμματέας: [927, 1586, 1027, 1597]
- list-item: ΣΤΟ 9' ο ΠΟΑ προηγήθηκε στο σκορ με ατομική προσπάθεια του Σουγια, ενώ ο ίδιος πέτυχε στο 25 έκανε το 2—0.: [120, 1008, 283, 1077]
- list-item: Κουλύτερα από τους νικητές ο Ροδιτάκης, Μπουχλάκης, Τουτουτζόγλου και από τους ηττημένους οι Βαρδάζης, Σφακιανάκης, Τζερνάκ.: [295, 1255, 458, 1324]
- ika-text: [120, 1647, 283, 2354]
- syllogos-prosklisi: ΠΡΟΣΚΛΗΣΗ: [935, 1055, 1019, 1068]
- lead-body-area: [455, 388, 1179, 1988]
- forex-buy: 30,300: [1105, 1060, 1136, 1070]
- list-item: ΑΘΗΝΑ 24 (ΑΠΕ): [465, 389, 556, 401]
- forex-currency: Ν. Υόρκη: [923, 1661, 964, 1671]
- story-3-signature: Μ.Π.: [434, 1154, 458, 1166]
- syllogos-text: [919, 1068, 1035, 1197]
- table-row: [1045, 1043, 1181, 1057]
- oresteia-paragraph: ΤΗΝ «ΟΡΕΣΤΕΙΑ» του Αισχύλου από το θέατρο Τέχνης του Καρόλου Κουν έχουν την ευκαιρία να παρακολουθήσουν οι θεατρόφιλοι του Ηρακλείου. Οι παραστάσεις που θα δοθούν αύριο δίνονται στο Δημοτικό Κηποθέατρο.: [1177, 614, 1560, 671]
- list-item: Τα κέντρα υγείας:: [930, 693, 1023, 705]
- school-paragraph: Το «ΠΑΓΚΡΗΤΙΟΝ» ΕΚΠΑΙΔΕΥΤΗΡΙΟ καλεί όλους τους αποφοίτους του να έρθουν σε μια γιορτινή συνάντηση για τη συμπλήρωση 20 χρόνων λειτουργίας του σχολείου.: [295, 2257, 458, 2340]
- forex-buy: 11,440: [1105, 1120, 1136, 1129]
- perilipsi-title: ΠΕΡΙΛΗΨΗ: [342, 1943, 412, 1956]
- ekviasmoi-title: ΕΚΒΙΑΣΜΟΙ ΤΟΥ ΝΤΕΝΚΤΑΣ: [1186, 1371, 1353, 1384]
